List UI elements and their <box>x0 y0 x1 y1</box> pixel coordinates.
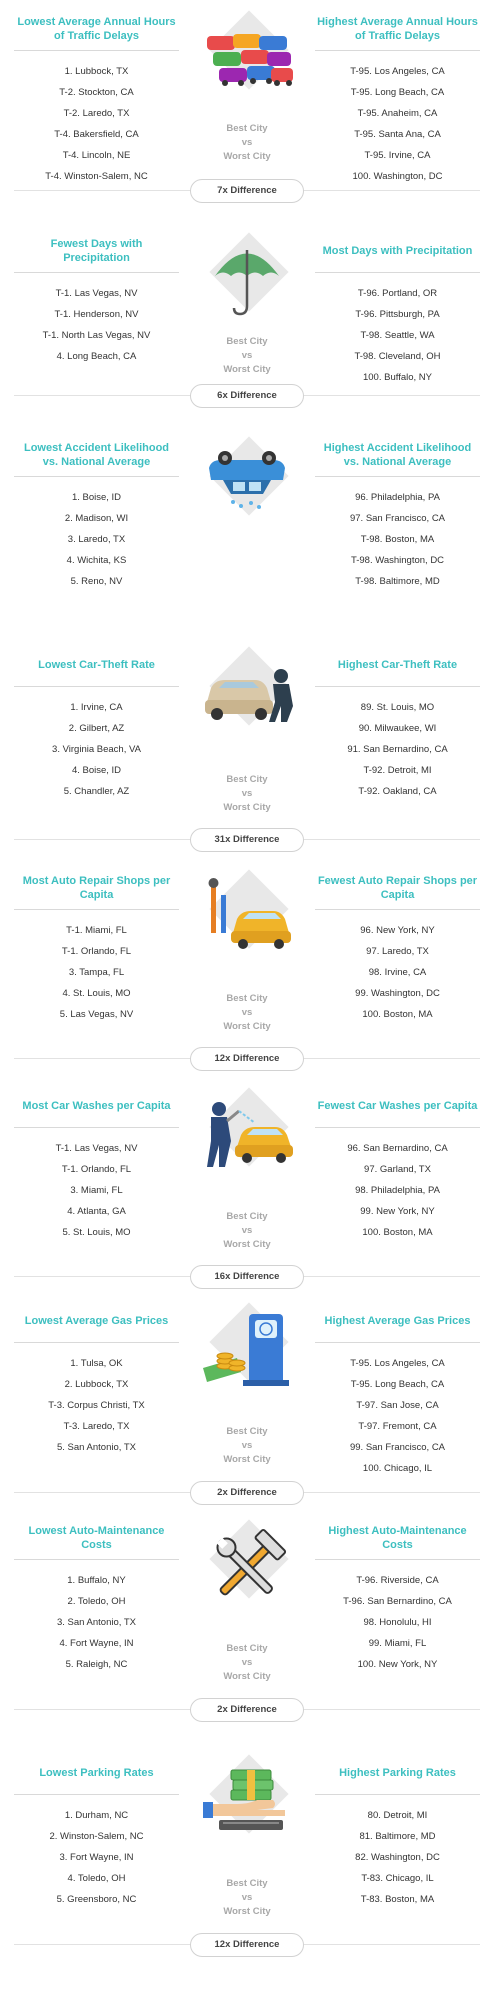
ranking-item: 99. Miami, FL <box>368 1638 427 1649</box>
ranking-item: 5. Las Vegas, NV <box>59 1009 134 1020</box>
title-divider <box>315 476 480 477</box>
ranking-item: 89. St. Louis, MO <box>360 702 435 713</box>
ranking-item: 90. Milwaukee, WI <box>358 723 437 734</box>
ranking-item: T-83. Chicago, IL <box>361 1873 434 1884</box>
label-vs: vs <box>241 1007 253 1018</box>
ranking-item: T-96. Riverside, CA <box>356 1575 439 1586</box>
left-column-title: Lowest Accident Likelihood vs. National Average <box>23 442 170 468</box>
ranking-item: T-92. Oakland, CA <box>358 786 437 797</box>
label-vs: vs <box>241 1892 253 1903</box>
label-vs: vs <box>241 788 253 799</box>
ranking-item: 96. San Bernardino, CA <box>347 1143 448 1154</box>
right-column-title: Most Days with Precipitation <box>322 245 473 257</box>
ranking-item: 4. Toledo, OH <box>67 1873 126 1884</box>
ranking-item: 4. St. Louis, MO <box>62 988 131 999</box>
difference-badge: 6x Difference <box>190 384 304 408</box>
ranking-item: T-98. Baltimore, MD <box>355 576 440 587</box>
left-column-title: Lowest Car-Theft Rate <box>38 659 155 671</box>
car-wash-icon <box>197 1091 297 1180</box>
ranking-item: 5. Reno, NV <box>70 576 123 587</box>
gas-pump-icon <box>197 1306 297 1395</box>
ranking-item: T-1. Orlando, FL <box>61 1164 132 1175</box>
ranking-item: 82. Washington, DC <box>355 1852 440 1863</box>
ranking-item: 4. Wichita, KS <box>66 555 127 566</box>
ranking-item: 5. Chandler, AZ <box>63 786 130 797</box>
right-column-title: Highest Accident Likelihood vs. National Average <box>323 442 472 468</box>
ranking-item: 100. Chicago, IL <box>362 1463 433 1474</box>
label-best: Best City <box>226 123 268 134</box>
title-divider <box>14 1127 179 1128</box>
left-ranking-column <box>14 873 179 1025</box>
best-vs-worst-label <box>197 773 297 815</box>
ranking-item: 4. Boise, ID <box>71 765 122 776</box>
label-best: Best City <box>226 993 268 1004</box>
right-ranking-column <box>315 873 480 1025</box>
left-column-title: Most Auto Repair Shops per Capita <box>22 875 171 901</box>
ranking-item: 1. Tulsa, OK <box>70 1358 123 1369</box>
title-divider <box>315 1127 480 1128</box>
ranking-item: T-95. Long Beach, CA <box>350 87 445 98</box>
title-divider <box>14 686 179 687</box>
left-column-title: Fewest Days with Precipitation <box>50 238 143 264</box>
ranking-item: 5. St. Louis, MO <box>62 1227 131 1238</box>
ranking-item: T-4. Bakersfield, CA <box>54 129 139 140</box>
ranking-item: 3. Laredo, TX <box>67 534 126 545</box>
ranking-item: 2. Winston-Salem, NC <box>49 1831 144 1842</box>
left-ranking-column <box>14 1758 179 1910</box>
ranking-item: T-2. Stockton, CA <box>59 87 134 98</box>
ranking-item: 98. Honolulu, HI <box>363 1617 432 1628</box>
best-vs-worst-label <box>197 1210 297 1252</box>
label-worst: Worst City <box>223 1454 271 1465</box>
ranking-item: 97. San Francisco, CA <box>349 513 446 524</box>
label-worst: Worst City <box>223 1671 271 1682</box>
ranking-item: T-92. Detroit, MI <box>363 765 432 776</box>
label-worst: Worst City <box>223 364 271 375</box>
label-vs: vs <box>241 350 253 361</box>
left-ranking-column <box>14 650 179 802</box>
label-worst: Worst City <box>223 1021 271 1032</box>
ranking-item: 96. New York, NY <box>360 925 435 936</box>
ranking-item: T-95. Los Angeles, CA <box>350 66 445 77</box>
best-vs-worst-label <box>197 1425 297 1467</box>
best-vs-worst-label <box>197 1877 297 1919</box>
ranking-item: T-98. Boston, MA <box>360 534 435 545</box>
title-divider <box>315 1342 480 1343</box>
ranking-item: 2. Gilbert, AZ <box>68 723 125 734</box>
right-column-title: Highest Car-Theft Rate <box>337 659 458 671</box>
right-column-title: Highest Average Annual Hours of Traffic Delays <box>317 16 478 42</box>
ranking-item: T-97. Fremont, CA <box>358 1421 437 1432</box>
left-ranking-column <box>14 14 179 187</box>
title-divider <box>315 1559 480 1560</box>
left-column-title: Lowest Average Gas Prices <box>24 1315 169 1327</box>
difference-badge: 2x Difference <box>190 1481 304 1505</box>
label-vs: vs <box>241 137 253 148</box>
ranking-item: 2. Toledo, OH <box>67 1596 126 1607</box>
difference-badge: 12x Difference <box>190 1933 304 1957</box>
ranking-item: T-2. Laredo, TX <box>63 108 130 119</box>
ranking-item: T-1. Las Vegas, NV <box>55 288 138 299</box>
ranking-item: T-95. Irvine, CA <box>364 150 431 161</box>
ranking-item: 1. Lubbock, TX <box>64 66 129 77</box>
left-ranking-column <box>14 1523 179 1675</box>
right-column-title: Highest Average Gas Prices <box>324 1315 471 1327</box>
ranking-item: 2. Madison, WI <box>64 513 129 524</box>
best-vs-worst-label <box>197 992 297 1034</box>
ranking-item: T-98. Seattle, WA <box>360 330 435 341</box>
ranking-item: 3. Virginia Beach, VA <box>52 744 141 755</box>
money-hand-icon <box>197 1758 297 1847</box>
title-divider <box>315 272 480 273</box>
repair-tools-car-icon <box>197 873 297 962</box>
title-divider <box>14 909 179 910</box>
ranking-item: 1. Durham, NC <box>64 1810 129 1821</box>
ranking-item: 80. Detroit, MI <box>367 1810 428 1821</box>
ranking-item: 99. New York, NY <box>360 1206 435 1217</box>
right-column-title: Highest Auto-Maintenance Costs <box>328 1525 467 1551</box>
ranking-item: 4. Fort Wayne, IN <box>59 1638 134 1649</box>
title-divider <box>315 1794 480 1795</box>
difference-badge: 12x Difference <box>190 1047 304 1071</box>
ranking-item: 1. Irvine, CA <box>70 702 123 713</box>
ranking-item: 4. Atlanta, GA <box>67 1206 126 1217</box>
ranking-item: 97. Garland, TX <box>364 1164 431 1175</box>
right-column-title: Fewest Auto Repair Shops per Capita <box>317 875 478 901</box>
left-column-title: Lowest Average Annual Hours of Traffic Delays <box>17 16 176 42</box>
ranking-item: T-97. San Jose, CA <box>356 1400 439 1411</box>
right-ranking-column <box>315 236 480 388</box>
title-divider <box>315 909 480 910</box>
left-column-title: Most Car Washes per Capita <box>22 1100 171 1112</box>
ranking-item: T-3. Corpus Christi, TX <box>48 1400 145 1411</box>
label-worst: Worst City <box>223 1906 271 1917</box>
right-ranking-column <box>315 440 480 592</box>
overturned-car-icon <box>197 440 297 529</box>
wrench-hammer-icon <box>197 1523 297 1612</box>
label-vs: vs <box>241 1657 253 1668</box>
label-best: Best City <box>226 1426 268 1437</box>
ranking-item: 81. Baltimore, MD <box>359 1831 436 1842</box>
ranking-section <box>0 440 494 587</box>
label-best: Best City <box>226 1643 268 1654</box>
ranking-item: 98. Irvine, CA <box>368 967 427 978</box>
difference-badge: 2x Difference <box>190 1698 304 1722</box>
title-divider <box>315 50 480 51</box>
right-ranking-column <box>315 14 480 187</box>
left-column-title: Lowest Parking Rates <box>39 1767 154 1779</box>
ranking-item: 2. Lubbock, TX <box>64 1379 129 1390</box>
title-divider <box>14 50 179 51</box>
left-ranking-column <box>14 1306 179 1458</box>
ranking-item: 96. Philadelphia, PA <box>355 492 440 503</box>
ranking-item: T-96. Pittsburgh, PA <box>355 309 440 320</box>
ranking-item: 4. Long Beach, CA <box>56 351 137 362</box>
left-ranking-column <box>14 236 179 367</box>
ranking-item: T-1. North Las Vegas, NV <box>42 330 151 341</box>
ranking-item: 100. Boston, MA <box>362 1227 433 1238</box>
label-worst: Worst City <box>223 1239 271 1250</box>
difference-badge: 31x Difference <box>190 828 304 852</box>
ranking-item: T-98. Washington, DC <box>350 555 445 566</box>
title-divider <box>14 1559 179 1560</box>
label-best: Best City <box>226 336 268 347</box>
umbrella-icon <box>197 236 297 325</box>
label-worst: Worst City <box>223 802 271 813</box>
ranking-item: 3. Miami, FL <box>70 1185 123 1196</box>
ranking-item: T-95. Anaheim, CA <box>357 108 438 119</box>
label-best: Best City <box>226 1211 268 1222</box>
ranking-item: 5. San Antonio, TX <box>56 1442 137 1453</box>
ranking-item: 99. Washington, DC <box>355 988 440 999</box>
ranking-item: T-1. Orlando, FL <box>61 946 132 957</box>
ranking-item: T-96. San Bernardino, CA <box>343 1596 452 1607</box>
ranking-item: T-1. Las Vegas, NV <box>55 1143 138 1154</box>
ranking-item: 5. Greensboro, NC <box>56 1894 137 1905</box>
traffic-jam-icon <box>197 14 297 103</box>
ranking-item: 98. Philadelphia, PA <box>355 1185 440 1196</box>
ranking-item: 1. Buffalo, NY <box>67 1575 126 1586</box>
ranking-item: T-1. Henderson, NV <box>54 309 139 320</box>
car-thief-icon <box>197 650 297 739</box>
best-vs-worst-label <box>197 1642 297 1684</box>
title-divider <box>14 476 179 477</box>
ranking-item: T-3. Laredo, TX <box>63 1421 130 1432</box>
left-column-title: Lowest Auto-Maintenance Costs <box>28 1525 165 1551</box>
ranking-item: 3. Tampa, FL <box>68 967 125 978</box>
ranking-item: 100. Boston, MA <box>362 1009 433 1020</box>
ranking-item: 91. San Bernardino, CA <box>347 744 448 755</box>
title-divider <box>14 1794 179 1795</box>
right-column-title: Fewest Car Washes per Capita <box>317 1100 478 1112</box>
ranking-item: T-4. Winston-Salem, NC <box>45 171 148 182</box>
best-vs-worst-label <box>197 335 297 377</box>
ranking-item: 1. Boise, ID <box>71 492 122 503</box>
right-column-title: Highest Parking Rates <box>339 1767 456 1779</box>
label-best: Best City <box>226 774 268 785</box>
left-ranking-column <box>14 440 179 592</box>
label-vs: vs <box>241 1440 253 1451</box>
ranking-item: T-83. Boston, MA <box>360 1894 435 1905</box>
ranking-item: 99. San Francisco, CA <box>349 1442 446 1453</box>
right-ranking-column <box>315 650 480 802</box>
ranking-item: 5. Raleigh, NC <box>65 1659 128 1670</box>
right-ranking-column <box>315 1306 480 1479</box>
difference-badge: 7x Difference <box>190 179 304 203</box>
ranking-item: T-1. Miami, FL <box>66 925 127 936</box>
ranking-item: T-95. Los Angeles, CA <box>350 1358 445 1369</box>
right-ranking-column <box>315 1091 480 1243</box>
ranking-item: 100. Buffalo, NY <box>362 372 432 383</box>
right-ranking-column <box>315 1758 480 1910</box>
ranking-item: T-96. Portland, OR <box>357 288 438 299</box>
title-divider <box>14 272 179 273</box>
ranking-item: 100. Washington, DC <box>352 171 443 182</box>
ranking-item: T-95. Long Beach, CA <box>350 1379 445 1390</box>
label-best: Best City <box>226 1878 268 1889</box>
left-ranking-column <box>14 1091 179 1243</box>
ranking-item: 3. San Antonio, TX <box>56 1617 137 1628</box>
right-ranking-column <box>315 1523 480 1675</box>
title-divider <box>14 1342 179 1343</box>
difference-badge: 16x Difference <box>190 1265 304 1289</box>
ranking-item: T-95. Santa Ana, CA <box>354 129 441 140</box>
title-divider <box>315 686 480 687</box>
ranking-item: 3. Fort Wayne, IN <box>59 1852 134 1863</box>
ranking-item: T-4. Lincoln, NE <box>62 150 131 161</box>
ranking-item: 97. Laredo, TX <box>366 946 429 957</box>
ranking-item: 100. New York, NY <box>357 1659 438 1670</box>
best-vs-worst-label <box>197 122 297 164</box>
label-vs: vs <box>241 1225 253 1236</box>
ranking-item: T-98. Cleveland, OH <box>354 351 441 362</box>
label-worst: Worst City <box>223 151 271 162</box>
